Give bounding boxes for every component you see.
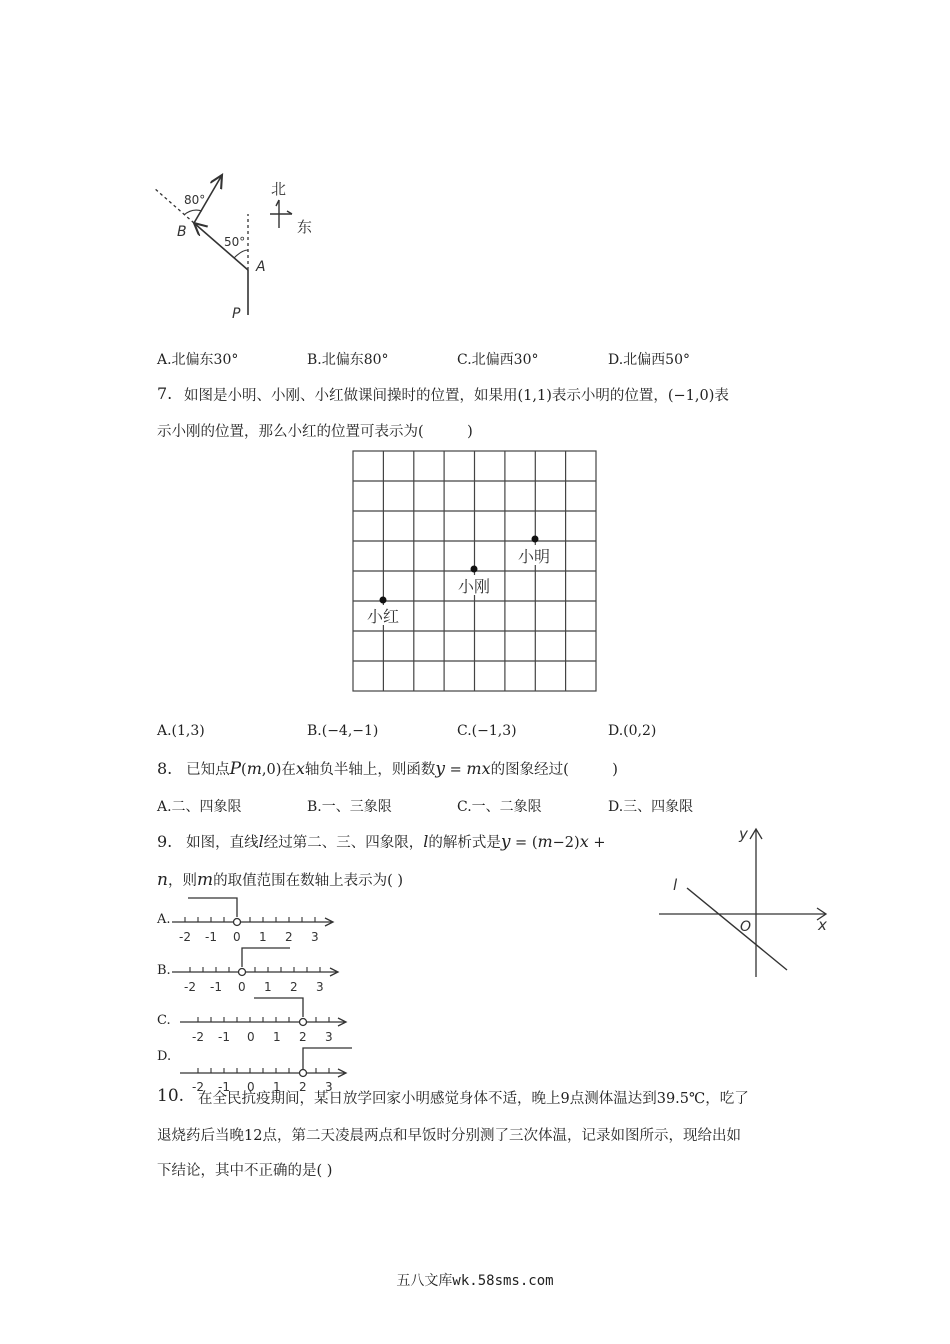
q9-l2c: m bbox=[196, 870, 214, 890]
q9-l2d: 的取值范围在数轴上表示为( ) bbox=[213, 873, 404, 889]
gang-label: 小刚 bbox=[458, 577, 491, 596]
q8-text-c: ( bbox=[241, 762, 247, 778]
q9-l2b: ，则 bbox=[167, 873, 197, 889]
q9-option-d-letter: D. bbox=[157, 1049, 172, 1064]
compass-direction-figure bbox=[150, 170, 330, 325]
q9-l1d: l bbox=[423, 832, 429, 851]
ming-dot bbox=[532, 536, 539, 543]
q9-l1f: y bbox=[500, 832, 511, 852]
q9-b-tick-3: 3 bbox=[316, 980, 324, 994]
q9-option-c-letter: C. bbox=[157, 1013, 171, 1028]
q8-text-e: ,0)在 bbox=[261, 762, 296, 778]
q8-var-x: x bbox=[295, 759, 305, 778]
q6-option-b: B.北偏东80° bbox=[307, 352, 389, 368]
q8-option-d: D.三、四象限 bbox=[608, 799, 694, 815]
q9-l1e: 的解析式是 bbox=[428, 835, 501, 851]
q8-text-a: 已知点 bbox=[186, 762, 230, 778]
q9-option-a-letter: A. bbox=[157, 912, 171, 927]
q9-c-tick-3: 3 bbox=[325, 1030, 333, 1044]
q9-line1 bbox=[157, 831, 606, 852]
q9-a-tick-3: 3 bbox=[311, 930, 319, 944]
q9-l1a: 如图，直线 bbox=[186, 835, 259, 851]
q9-b-tick-0: 0 bbox=[238, 980, 246, 994]
q10-line1: 在全民抗疫期间，某日放学回家小明感觉身体不适，晚上9点测体温达到39.5℃，吃了 bbox=[198, 1091, 749, 1107]
q8-text-g: 轴负半轴上，则函数 bbox=[304, 762, 436, 778]
q9-d-tick-3: 3 bbox=[325, 1080, 333, 1094]
q9-x-axis-label: x bbox=[818, 916, 827, 934]
q9-y-axis-label: y bbox=[739, 825, 748, 843]
q8-option-a: A.二、四象限 bbox=[157, 799, 242, 815]
gang-dot bbox=[471, 566, 478, 573]
q6-option-a: A.北偏东30° bbox=[157, 352, 239, 368]
q9-d-tick-n1: -1 bbox=[218, 1080, 230, 1094]
q9-option-c-numberline bbox=[176, 993, 351, 1048]
q8-text-k: 的图象经过( ) bbox=[490, 762, 618, 778]
q9-c-tick-0: 0 bbox=[247, 1030, 255, 1044]
q7-number: 7. bbox=[157, 384, 173, 403]
q8-var-y: y bbox=[435, 759, 446, 779]
q9-b-tick-n2: -2 bbox=[184, 980, 196, 994]
east-label: 东 bbox=[297, 218, 313, 236]
q10-line2: 退烧药后当晚12点，第二天凌晨两点和早饭时分别测了三次体温，记录如图所示，现给出如 bbox=[157, 1128, 741, 1144]
q9-b-tick-1: 1 bbox=[264, 980, 272, 994]
ming-label: 小明 bbox=[518, 547, 551, 566]
q9-a-tick-0: 0 bbox=[233, 930, 241, 944]
q10-number: 10. bbox=[157, 1086, 185, 1106]
q9-a-tick-2: 2 bbox=[285, 930, 293, 944]
q9-c-tick-1: 1 bbox=[273, 1030, 281, 1044]
point-p-label: P bbox=[232, 306, 241, 322]
q9-line2 bbox=[157, 869, 403, 890]
north-label: 北 bbox=[271, 180, 287, 198]
q9-option-a-numberline bbox=[168, 893, 338, 948]
q9-c-tick-n1: -1 bbox=[218, 1030, 230, 1044]
q10-line3: 下结论，其中不正确的是( ) bbox=[157, 1163, 333, 1179]
q7-option-c: C.(−1,3) bbox=[457, 723, 517, 739]
q7-line1: 如图是小明、小刚、小红做课间操时的位置，如果用(1,1)表示小明的位置，(−1,0)表 bbox=[184, 388, 729, 404]
q9-number: 9. bbox=[157, 832, 173, 851]
q9-origin-label: O bbox=[740, 919, 752, 935]
q9-b-tick-2: 2 bbox=[290, 980, 298, 994]
q7-option-b: B.(−4,−1) bbox=[307, 723, 379, 739]
q9-d-tick-2: 2 bbox=[299, 1080, 307, 1094]
hong-label: 小红 bbox=[367, 607, 400, 626]
q9-line-l-label: l bbox=[673, 876, 678, 894]
point-a-label: A bbox=[256, 259, 266, 275]
q8-point-p: P bbox=[229, 759, 242, 779]
q8-stem bbox=[157, 758, 618, 779]
point-b-label: B bbox=[177, 224, 187, 240]
q8-var-m: m bbox=[246, 759, 262, 778]
q6-option-c: C.北偏西30° bbox=[457, 352, 539, 368]
q9-a-tick-n2: -2 bbox=[179, 930, 191, 944]
angle-50-label: 50° bbox=[224, 235, 246, 249]
q9-d-tick-0: 0 bbox=[247, 1080, 255, 1094]
q6-option-d: D.北偏西50° bbox=[608, 352, 690, 368]
q9-d-tick-1: 1 bbox=[273, 1080, 281, 1094]
q8-var-mx: mx bbox=[466, 759, 491, 778]
q9-b-tick-n1: -1 bbox=[210, 980, 222, 994]
q8-option-b: B.一、三象限 bbox=[307, 799, 392, 815]
hong-dot bbox=[380, 597, 387, 604]
q9-l1c: 经过第二、三、四象限， bbox=[263, 835, 424, 851]
angle-80-label: 80° bbox=[184, 193, 206, 207]
q9-d-tick-n2: -2 bbox=[192, 1080, 204, 1094]
q9-l1b: l bbox=[258, 832, 264, 851]
q9-c-tick-2: 2 bbox=[299, 1030, 307, 1044]
q9-l1j: x bbox=[579, 832, 589, 851]
page-footer: 五八文库wk.58sms.com bbox=[396, 1273, 554, 1289]
q8-equals: = bbox=[445, 762, 467, 778]
q9-option-b-numberline bbox=[168, 943, 343, 998]
q8-number: 8. bbox=[157, 759, 173, 778]
q9-l1h: m bbox=[537, 832, 553, 851]
q9-a-tick-1: 1 bbox=[259, 930, 267, 944]
q9-l1i: −2) bbox=[552, 835, 580, 851]
position-grid-figure bbox=[352, 450, 598, 693]
q7-option-a: A.(1,3) bbox=[157, 723, 205, 739]
q8-option-c: C.一、二象限 bbox=[457, 799, 542, 815]
q7-line2: 示小刚的位置，那么小红的位置可表示为( ) bbox=[157, 424, 473, 440]
q9-l1k: + bbox=[588, 835, 606, 851]
q9-l2a: n bbox=[157, 870, 168, 890]
q9-line-graph bbox=[655, 822, 835, 982]
q9-c-tick-n2: -2 bbox=[192, 1030, 204, 1044]
q9-option-b-letter: B. bbox=[157, 963, 171, 978]
q9-l1g: = ( bbox=[510, 835, 538, 851]
q7-option-d: D.(0,2) bbox=[608, 723, 657, 739]
q9-a-tick-n1: -1 bbox=[205, 930, 217, 944]
